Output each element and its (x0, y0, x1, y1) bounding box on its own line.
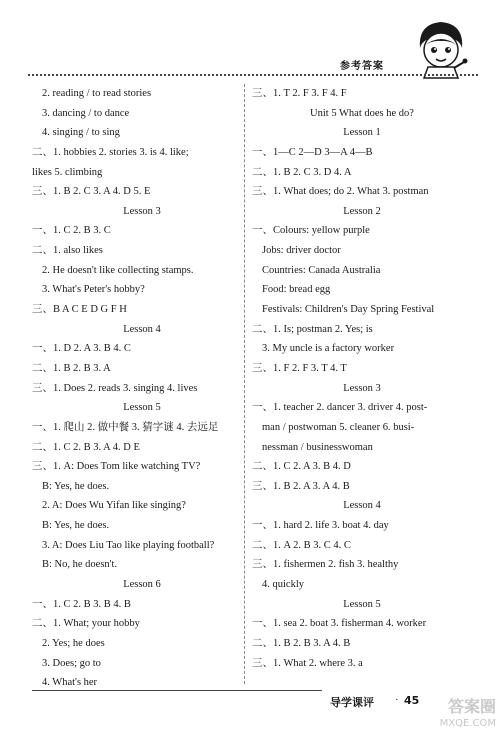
answer-line: 三、1. T 2. F 3. F 4. F (252, 88, 347, 99)
footer-separator: · (395, 694, 399, 706)
answer-line: 一、1. C 2. B 3. C (32, 225, 111, 237)
answer-line: 一、1. teacher 2. dancer 3. driver 4. post- (252, 402, 428, 414)
answer-line: 二、1. also likes (32, 245, 103, 257)
answer-line: 三、1. F 2. F 3. T 4. T (252, 362, 347, 374)
answer-line: 二、1. hobbies 2. stories 3. is 4. like; (32, 146, 189, 158)
unit-heading: Unit 5 What does he do? (310, 107, 414, 119)
answer-line: Countries: Canada Australia (262, 264, 381, 276)
lesson-heading: Lesson 4 (343, 500, 381, 512)
watermark (420, 697, 496, 735)
answer-line: 二、1. C 2. B 3. A 4. D E (32, 441, 140, 453)
lesson-heading: Lesson 5 (123, 402, 161, 414)
answer-line: 三、1. A: Does Tom like watching TV? (32, 461, 201, 473)
answer-line: Jobs: driver doctor (262, 245, 341, 257)
answer-line: 二、1. What; your hobby (32, 618, 140, 630)
answer-line: 三、1. Does 2. reads 3. singing 4. lives (32, 382, 198, 394)
answer-line: 2. Yes; he does (42, 637, 105, 649)
answer-line: 二、1. Is; postman 2. Yes; is (252, 323, 373, 335)
lesson-heading: Lesson 1 (343, 127, 381, 139)
answer-line: 一、1. sea 2. boat 3. fisherman 4. worker (252, 618, 427, 630)
header-dotted-rule (28, 74, 478, 76)
answer-line: nessman / businesswoman (262, 441, 373, 453)
footer-rule (32, 690, 322, 691)
answer-line: 一、1—C 2—D 3—A 4—B (252, 146, 373, 158)
answer-line: 2. A: Does Wu Yifan like singing? (42, 500, 186, 512)
page-number: 45 (404, 694, 420, 707)
answer-line: 二、1. B 2. C 3. D 4. A (252, 166, 352, 178)
answer-line: 一、1. C 2. B 3. B 4. B (32, 598, 131, 610)
answer-line: 3. What's Peter's hobby? (42, 284, 145, 296)
answer-line: 一、1. hard 2. life 3. boat 4. day (252, 520, 389, 532)
answer-line: 二、1. B 2. B 3. A 4. B (252, 637, 351, 649)
watermark-url: MXQE.COM (439, 718, 496, 729)
answer-line: 3. Does; go to (42, 657, 101, 669)
answer-line: B: Yes, he does. (42, 480, 110, 492)
answer-line: 一、Colours: yellow purple (252, 225, 370, 237)
footer-brand: 导学课评 (330, 696, 374, 709)
answer-line: 三、B A C E D G F H (32, 304, 127, 316)
answer-line: 3. dancing / to dance (42, 107, 130, 119)
answer-line: 3. My uncle is a factory worker (262, 343, 395, 355)
answer-line: B: No, he doesn't. (42, 559, 118, 571)
answer-line: 二、1. A 2. B 3. C 4. C (252, 539, 351, 551)
lesson-heading: Lesson 2 (343, 205, 381, 217)
answer-line: Food: bread egg (262, 284, 331, 296)
lesson-heading: Lesson 5 (343, 598, 381, 610)
page-header-title: 参考答案 (340, 61, 384, 72)
answer-line: 2. reading / to read stories (42, 88, 152, 99)
answer-line: 一、1. D 2. A 3. B 4. C (32, 343, 131, 355)
answer-line: 4. singing / to sing (42, 127, 120, 139)
answer-line: 一、1. 爬山 2. 做中餐 3. 猜字谜 4. 去远足 (32, 421, 219, 433)
answer-line: 三、1. B 2. A 3. A 4. B (252, 480, 350, 492)
answer-line: 4. quickly (262, 579, 304, 591)
lesson-heading: Lesson 4 (123, 323, 161, 335)
answer-line: B: Yes, he does. (42, 520, 110, 532)
watermark-title: 答案圈 (447, 697, 496, 716)
answer-line: likes 5. climbing (32, 166, 103, 178)
answer-line: 三、1. B 2. C 3. A 4. D 5. E (32, 186, 151, 198)
lesson-heading: Lesson 6 (123, 579, 161, 591)
mascot-illustration (410, 18, 472, 80)
answer-line: 2. He doesn't like collecting stamps. (42, 264, 194, 276)
answer-line: 二、1. C 2. A 3. B 4. D (252, 461, 351, 473)
column-divider (244, 84, 245, 684)
answer-line: 三、1. fishermen 2. fish 3. healthy (252, 559, 399, 571)
answer-line: 三、1. What 2. where 3. a (252, 657, 363, 669)
answer-line: 三、1. What does; do 2. What 3. postman (252, 186, 429, 198)
answer-line: 3. A: Does Liu Tao like playing football? (42, 539, 215, 551)
answer-line: Festivals: Children's Day Spring Festival (262, 304, 435, 316)
answer-line: man / postwoman 5. cleaner 6. busi- (262, 421, 415, 433)
right-answer-column (252, 84, 472, 673)
answer-line: 二、1. B 2. B 3. A (32, 362, 111, 374)
answer-line: 4. What's her (42, 677, 98, 689)
lesson-heading: Lesson 3 (343, 382, 381, 394)
lesson-heading: Lesson 3 (123, 205, 161, 217)
left-answer-column (32, 84, 252, 693)
